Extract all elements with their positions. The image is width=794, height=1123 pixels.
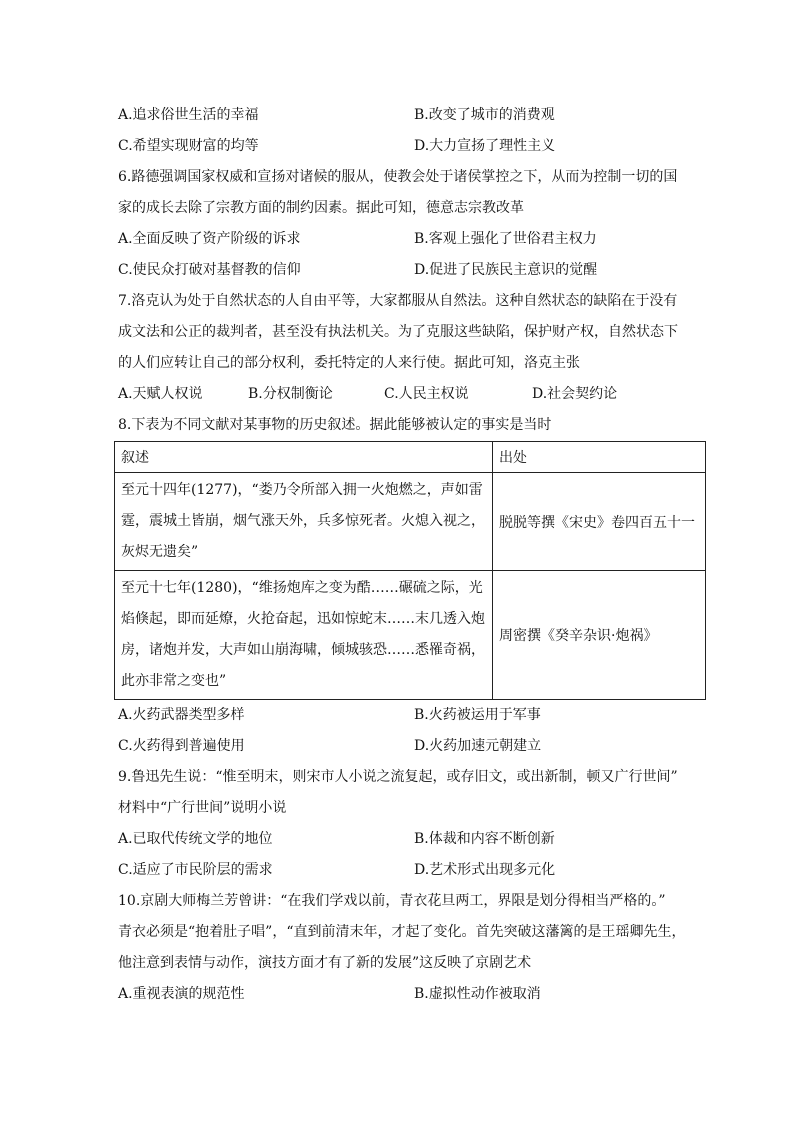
- q9-stem-line-1: 9.鲁迅先生说：“惟至明末，则宋市人小说之流复起，或存旧文，或出新制，顿又广行世间”: [118, 769, 678, 785]
- q8-option-a[interactable]: A.火药武器类型多样: [118, 707, 245, 723]
- q5-option-a[interactable]: A.追求俗世生活的幸福: [118, 107, 259, 123]
- q8-row2-line-1: 至元十七年(1280)，“维扬炮库之变为酷……碾硫之际，光: [121, 580, 483, 596]
- q8-row1-line-1: 至元十四年(1277)，“娄乃令所部入拥一火炮燃之，声如雷: [121, 482, 483, 498]
- q8-row2-narrative: [115, 571, 493, 700]
- q9-option-b[interactable]: B.体裁和内容不断创新: [414, 831, 555, 847]
- q6-option-b[interactable]: B.客观上强化了世俗君主权力: [414, 231, 597, 247]
- q8-row2-line-4: 此亦非常之变也”: [121, 673, 227, 689]
- q7-option-d[interactable]: D.社会契约论: [532, 386, 618, 402]
- q8-row1-line-2: 霆，震城土皆崩，烟气涨天外，兵多惊死者。火熄入视之，: [121, 513, 485, 529]
- q10-stem-line-3: 他注意到表情与动作，演技方面才有了新的发展”这反映了京剧艺术: [118, 955, 532, 971]
- q8-header-source: 出处: [493, 442, 706, 473]
- q5-options-row-2: [118, 131, 708, 162]
- q8-row2-line-2: 焰倏起，即而延燎，火抢奋起，迅如惊蛇末……末几透入炮: [121, 611, 485, 627]
- exam-page: [118, 100, 708, 1010]
- q8-header-narrative: 叙述: [115, 442, 493, 473]
- q5-options-row-1: [118, 100, 708, 131]
- q9-option-d[interactable]: D.艺术形式出现多元化: [414, 862, 556, 878]
- q8-row1-narrative: [115, 473, 493, 571]
- q7-options-row: [118, 379, 708, 410]
- q6-options-row-1: [118, 224, 708, 255]
- q6-option-d[interactable]: D.促进了民族民主意识的觉醒: [414, 262, 598, 278]
- q6-options-row-2: [118, 255, 708, 286]
- q7-option-b[interactable]: B.分权制衡论: [248, 386, 333, 402]
- q10-options-row-1: [118, 979, 708, 1010]
- q9-options-row-1: [118, 824, 708, 855]
- q8-options-row-1: [118, 700, 708, 731]
- q8-option-b[interactable]: B.火药被运用于军事: [414, 707, 541, 723]
- q6-stem-line-2: 家的成长去除了宗教方面的制约因素。据此可知，德意志宗教改革: [118, 200, 524, 216]
- q10-stem-line-2: 青衣必须是“抱着肚子唱”，“直到前清末年，才起了变化。首先突破这藩篱的是王瑶卿先生，: [118, 924, 686, 940]
- q9-stem-line-2: 材料中“广行世间”说明小说: [118, 800, 287, 816]
- q6-option-c[interactable]: C.使民众打破对基督教的信仰: [118, 262, 301, 278]
- q5-option-d[interactable]: D.大力宣扬了理性主义: [414, 138, 556, 154]
- q8-table-header-row: [115, 442, 706, 473]
- q6-stem-line-1: 6.路德强调国家权威和宣扬对诸候的服从，使教会处于诸侯掌控之下，从而为控制一切的国: [118, 169, 678, 185]
- q6-option-a[interactable]: A.全面反映了资产阶级的诉求: [118, 231, 301, 247]
- q10-option-b[interactable]: B.虚拟性动作被取消: [414, 986, 541, 1002]
- q7-option-a[interactable]: A.天赋人权说: [118, 386, 203, 402]
- q8-option-d[interactable]: D.火药加速元朝建立: [414, 738, 542, 754]
- q9-options-row-2: [118, 855, 708, 886]
- q8-source-table: [114, 441, 706, 700]
- q8-option-c[interactable]: C.火药得到普遍使用: [118, 738, 245, 754]
- q7-stem-line-2: 成文法和公正的裁判者，甚至没有执法机关。为了克服这些缺陷，保护财产权，自然状态下: [118, 324, 678, 340]
- q7-stem-line-3: 的人们应转让自己的部分权利，委托特定的人来行使。据此可知，洛克主张: [118, 355, 580, 371]
- q8-options-row-2: [118, 731, 708, 762]
- q8-row2-source: 周密撰《癸辛杂识·炮祸》: [493, 571, 706, 700]
- q9-option-a[interactable]: A.已取代传统文学的地位: [118, 831, 273, 847]
- q10-stem-line-1: 10.京剧大师梅兰芳曾讲：“在我们学戏以前，青衣花旦两工，界限是划分得相当严格的。”: [118, 893, 666, 909]
- q9-option-c[interactable]: C.适应了市民阶层的需求: [118, 862, 273, 878]
- q5-option-c[interactable]: C.希望实现财富的均等: [118, 138, 259, 154]
- q7-option-c[interactable]: C.人民主权说: [384, 386, 469, 402]
- q8-row1-line-3: 灰烬无遗矣”: [121, 544, 199, 560]
- q7-stem-line-1: 7.洛克认为处于自然状态的人自由平等，大家都服从自然法。这种自然状态的缺陷在于没有: [118, 293, 678, 309]
- q5-option-b[interactable]: B.改变了城市的消费观: [414, 107, 555, 123]
- q8-row2-line-3: 房，诸炮并发，大声如山崩海啸，倾城骇恐……悉罹奇祸，: [121, 642, 485, 658]
- q8-stem: 8.下表为不同文献对某事物的历史叙述。据此能够被认定的事实是当时: [118, 417, 552, 433]
- q8-row1-source: 脱脱等撰《宋史》卷四百五十一: [493, 473, 706, 571]
- q8-table-row-1: [115, 473, 706, 571]
- q8-table-row-2: [115, 571, 706, 700]
- q10-option-a[interactable]: A.重视表演的规范性: [118, 986, 245, 1002]
